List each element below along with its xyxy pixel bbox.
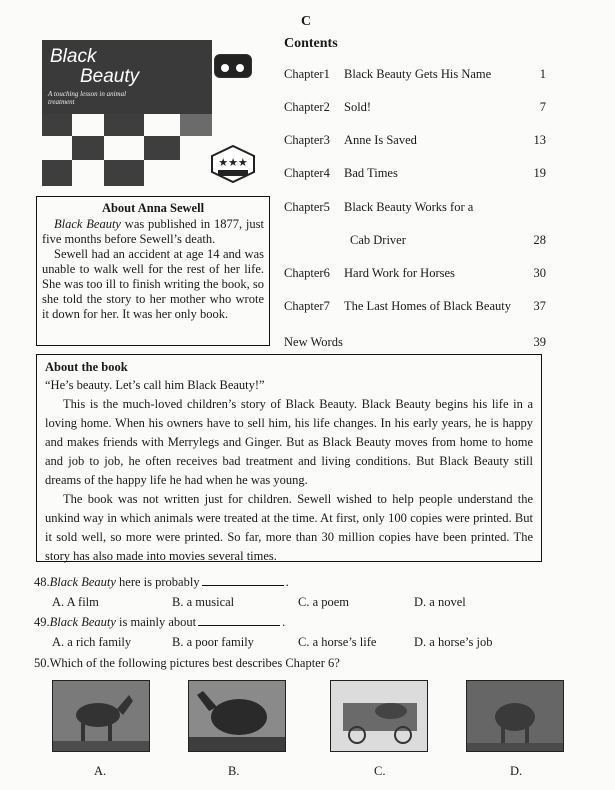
picture-b-horse-icon — [211, 699, 267, 735]
book-cover-image — [42, 40, 252, 188]
toc-chapter-number: Chapter2 — [284, 100, 330, 114]
q49-option-c[interactable]: C. a horse’s life — [298, 635, 377, 649]
headphones-icon — [214, 54, 252, 78]
toc-chapter-number: Chapter5 — [284, 200, 330, 214]
cover-subtitle: A touching lesson in animal treatment — [48, 90, 127, 106]
contents-heading: Contents — [284, 36, 338, 51]
cover-title-line2: Beauty — [80, 66, 140, 87]
svg-text:★★★: ★★★ — [218, 156, 248, 169]
three-star-badge-icon — [210, 144, 256, 184]
question-48: 48.Black Beauty here is probably . — [34, 575, 289, 589]
picture-d-label: D. — [510, 764, 523, 778]
answer-blank-48[interactable] — [202, 574, 284, 586]
q49-option-d[interactable]: D. a horse’s job — [414, 635, 493, 649]
q49-option-b[interactable]: B. a poor family — [172, 635, 254, 649]
toc-chapter-page: 37 — [533, 299, 546, 313]
toc-row — [284, 299, 546, 317]
toc-chapter-number: Chapter4 — [284, 166, 330, 180]
toc-row — [284, 233, 546, 251]
q48-option-c[interactable]: C. a poem — [298, 595, 350, 609]
cover-banner — [42, 40, 212, 114]
toc-chapter-page: 28 — [533, 233, 546, 247]
toc-chapter-page: 30 — [533, 266, 546, 280]
q48-option-a[interactable]: A. A film — [52, 595, 99, 609]
toc-chapter-number: Chapter7 — [284, 299, 330, 313]
picture-b-label: B. — [228, 764, 240, 778]
book-heading: About the book — [45, 360, 128, 374]
toc-chapter-page: 19 — [533, 166, 546, 180]
q49-option-a[interactable]: A. a rich family — [52, 635, 132, 649]
toc-chapter-page: 1 — [539, 67, 546, 81]
toc-row — [284, 166, 546, 184]
about-book-box — [36, 354, 542, 562]
book-paragraph-1: This is the much-loved children’s story of Black Beauty. Black Beauty begins his life in a loving home. When his owners have to sell him, his life changes. In his early years, he is happy and makes friends with Merrylegs and Ginger. But as Black Beauty moves from home to home and job to job, he often receives bad treatment and living conditions. But Black Beauty still dreams of the happy life he had when he was young. — [45, 397, 533, 487]
toc-chapter-title: Sold! — [344, 100, 372, 114]
q48-option-b[interactable]: B. a musical — [172, 595, 235, 609]
question-50: 50.Which of the following pictures best describes Chapter 6? — [34, 656, 340, 670]
toc-chapter-title: Cab Driver — [350, 233, 406, 247]
author-heading: About Anna Sewell — [101, 201, 205, 215]
toc-row — [284, 266, 546, 284]
toc-chapter-title: Black Beauty Works for a — [344, 200, 474, 214]
toc-new-words-page: 39 — [533, 335, 546, 349]
toc-chapter-title: Hard Work for Horses — [344, 266, 455, 280]
picture-c-label: C. — [374, 764, 386, 778]
toc-chapter-title: Black Beauty Gets His Name — [344, 67, 492, 81]
picture-b[interactable] — [188, 680, 286, 752]
toc-chapter-page: 7 — [539, 100, 546, 114]
toc-chapter-title: Anne Is Saved — [344, 133, 417, 147]
book-quote: “He’s beauty. Let’s call him Black Beauty!” — [45, 378, 265, 392]
cover-title-line1: Black — [50, 46, 97, 67]
toc-chapter-title: Bad Times — [344, 166, 398, 180]
toc-chapter-page: 13 — [533, 133, 546, 147]
toc-row — [284, 67, 546, 85]
toc-row — [284, 200, 546, 218]
toc-chapter-number: Chapter6 — [284, 266, 330, 280]
toc-new-words-title: New Words — [284, 335, 343, 349]
q48-option-d[interactable]: D. a novel — [414, 595, 466, 609]
picture-d[interactable] — [466, 680, 564, 752]
toc-chapter-number: Chapter1 — [284, 67, 330, 81]
picture-d-horse-icon — [495, 703, 535, 731]
question-49: 49.Black Beauty is mainly about . — [34, 615, 286, 629]
picture-a[interactable] — [52, 680, 150, 752]
toc-chapter-number: Chapter3 — [284, 133, 330, 147]
toc-new-words — [284, 335, 546, 353]
book-paragraph-2: The book was not written just for children. Sewell wished to help people understand the unkind way in which animals were treated at the time. At first, only 100 copies were printed. But it sold well, so more were printed. So far, more than 30 million copies have been printed. The story has also made into movies several times. — [45, 492, 533, 563]
section-letter: C — [301, 14, 312, 29]
author-book-title: Black Beauty — [54, 217, 121, 231]
about-author-box — [36, 196, 270, 346]
toc-chapter-title: The Last Homes of Black Beauty — [344, 299, 511, 313]
toc-row — [284, 100, 546, 118]
picture-c[interactable] — [330, 680, 428, 752]
answer-blank-49[interactable] — [198, 614, 280, 626]
toc-row — [284, 133, 546, 151]
picture-a-label: A. — [94, 764, 107, 778]
author-paragraph-1: Black Beauty was published in 1877, just five months before Sewell’s death. — [42, 217, 264, 246]
author-paragraph-2: Sewell had an accident at age 14 and was unable to walk well for the rest of her life. She was too ill to finish writing the book, so she told the story to her mother who wrote it down for her. It was her only book. — [42, 247, 264, 321]
